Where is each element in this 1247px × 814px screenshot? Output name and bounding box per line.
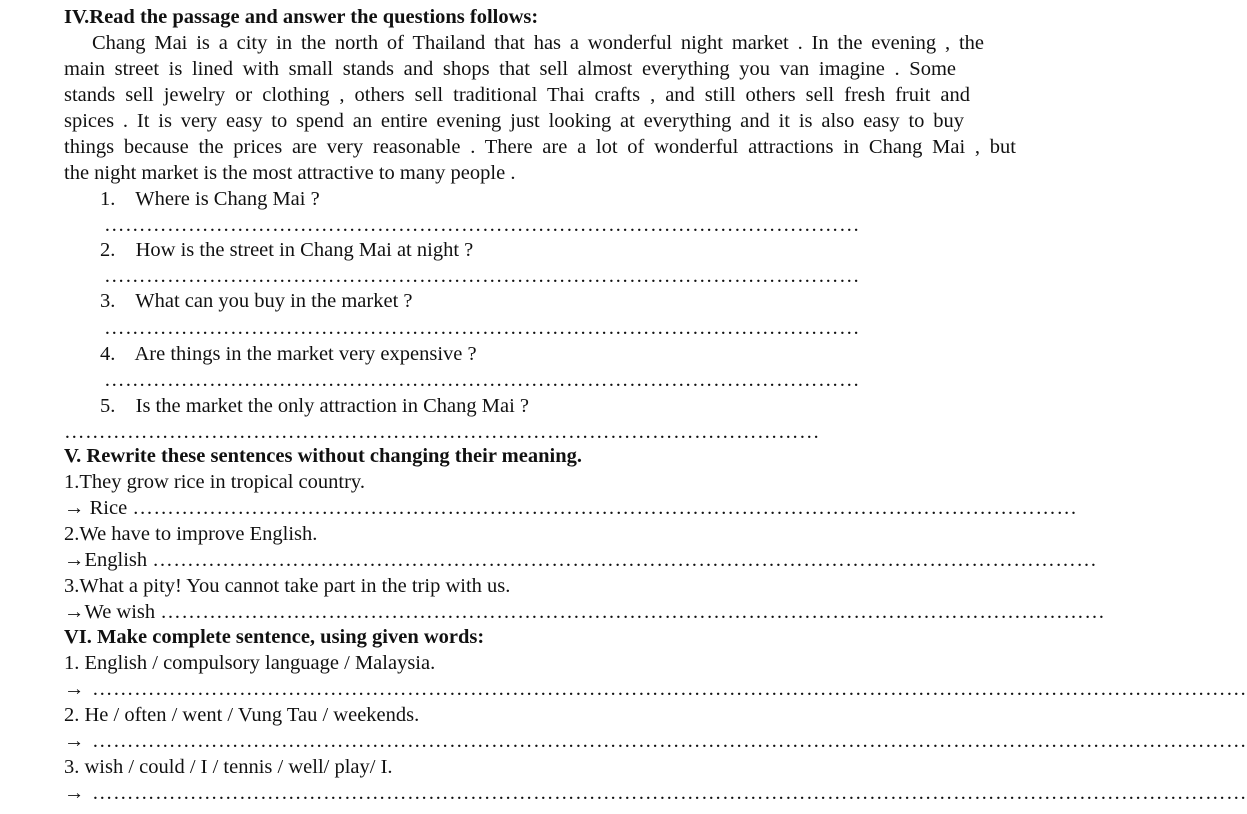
question-text: Are things in the market very expensive ? [134, 343, 477, 365]
section-6-heading: VI. Make complete sentence, using given words: [64, 626, 485, 648]
arrow-right-icon: → [64, 678, 85, 700]
arrow-right-icon: → [64, 601, 85, 623]
rewrite-answer-row-1 [64, 495, 1078, 521]
question-number: 5. [100, 395, 116, 417]
rewrite-starter: English [84, 549, 153, 571]
rewrite-blank-2[interactable]: ……………………………………………………………………………………………………………………… [152, 549, 1098, 571]
complete-blank-1[interactable]: ………………………………………………………………………………………………………………………………………………… [92, 678, 1247, 700]
complete-answer-row-1 [64, 676, 1247, 702]
passage-line-2: main street is lined with small stands and shops that sell almost everything you van imagine . Some [64, 58, 956, 80]
complete-answer-row-2 [64, 728, 1247, 754]
passage-line-3: stands sell jewelry or clothing , others sell traditional Thai crafts , and still others sell fresh fruit and [64, 84, 970, 106]
passage-line-4: spices . It is very easy to spend an entire evening just looking at everything and it is also easy to buy [64, 110, 964, 132]
arrow-right-icon: → [64, 730, 85, 752]
complete-answer-row-3 [64, 780, 1247, 806]
rewrite-starter: We wish [84, 601, 161, 623]
question-text: What can you buy in the market ? [135, 290, 413, 312]
rewrite-answer-row-2 [64, 547, 1098, 573]
question-number: 3. [100, 290, 116, 312]
answer-blank-3[interactable]: ……………………………………………………………………………………………… [104, 317, 860, 339]
prompt-2: 2. He / often / went / Vung Tau / weekends. [64, 704, 420, 726]
complete-blank-2[interactable]: ………………………………………………………………………………………………………………………………………………… [92, 730, 1247, 752]
answer-blank-2[interactable]: ……………………………………………………………………………………………… [104, 265, 860, 287]
arrow-right-icon: → [64, 497, 85, 519]
answer-blank-5[interactable]: ……………………………………………………………………………………………… [64, 421, 820, 443]
prompt-1: 1. English / compulsory language / Malaysia. [64, 652, 436, 674]
question-number: 2. [100, 239, 116, 261]
prompt-3: 3. wish / could / I / tennis / well/ play/ I. [64, 756, 393, 778]
answer-blank-1[interactable]: ……………………………………………………………………………………………… [104, 214, 860, 236]
passage-line-5: things because the prices are very reasonable . There are a lot of wonderful attractions in Chang Mai , but [64, 136, 1016, 158]
rewrite-sentence-1: 1.They grow rice in tropical country. [64, 471, 365, 493]
rewrite-sentence-2: 2.We have to improve English. [64, 523, 318, 545]
question-number: 1. [100, 188, 116, 210]
question-number: 4. [100, 343, 116, 365]
question-text: How is the street in Chang Mai at night ? [135, 239, 474, 261]
question-3 [100, 288, 413, 314]
question-text: Is the market the only attraction in Chang Mai ? [135, 395, 529, 417]
question-2 [100, 237, 473, 263]
passage-line-6: the night market is the most attractive to many people . [64, 162, 516, 184]
arrow-right-icon: → [64, 782, 85, 804]
question-4 [100, 341, 477, 367]
rewrite-blank-1[interactable]: ……………………………………………………………………………………………………………………… [132, 497, 1078, 519]
rewrite-blank-3[interactable]: ……………………………………………………………………………………………………………………… [160, 601, 1106, 623]
question-5 [100, 393, 529, 419]
answer-blank-4[interactable]: ……………………………………………………………………………………………… [104, 369, 860, 391]
rewrite-answer-row-3 [64, 599, 1106, 625]
arrow-right-icon: → [64, 549, 85, 571]
section-5-heading: V. Rewrite these sentences without changing their meaning. [64, 445, 582, 467]
rewrite-sentence-3: 3.What a pity! You cannot take part in the trip with us. [64, 575, 511, 597]
passage-line-1: Chang Mai is a city in the north of Thailand that has a wonderful night market . In the evening , the [92, 32, 984, 54]
rewrite-starter: Rice [84, 497, 133, 519]
complete-blank-3[interactable]: ………………………………………………………………………………………………………………………………………………… [92, 782, 1247, 804]
question-text: Where is Chang Mai ? [135, 188, 320, 210]
section-4-heading: IV.Read the passage and answer the questions follows: [64, 6, 539, 28]
question-1 [100, 186, 320, 212]
